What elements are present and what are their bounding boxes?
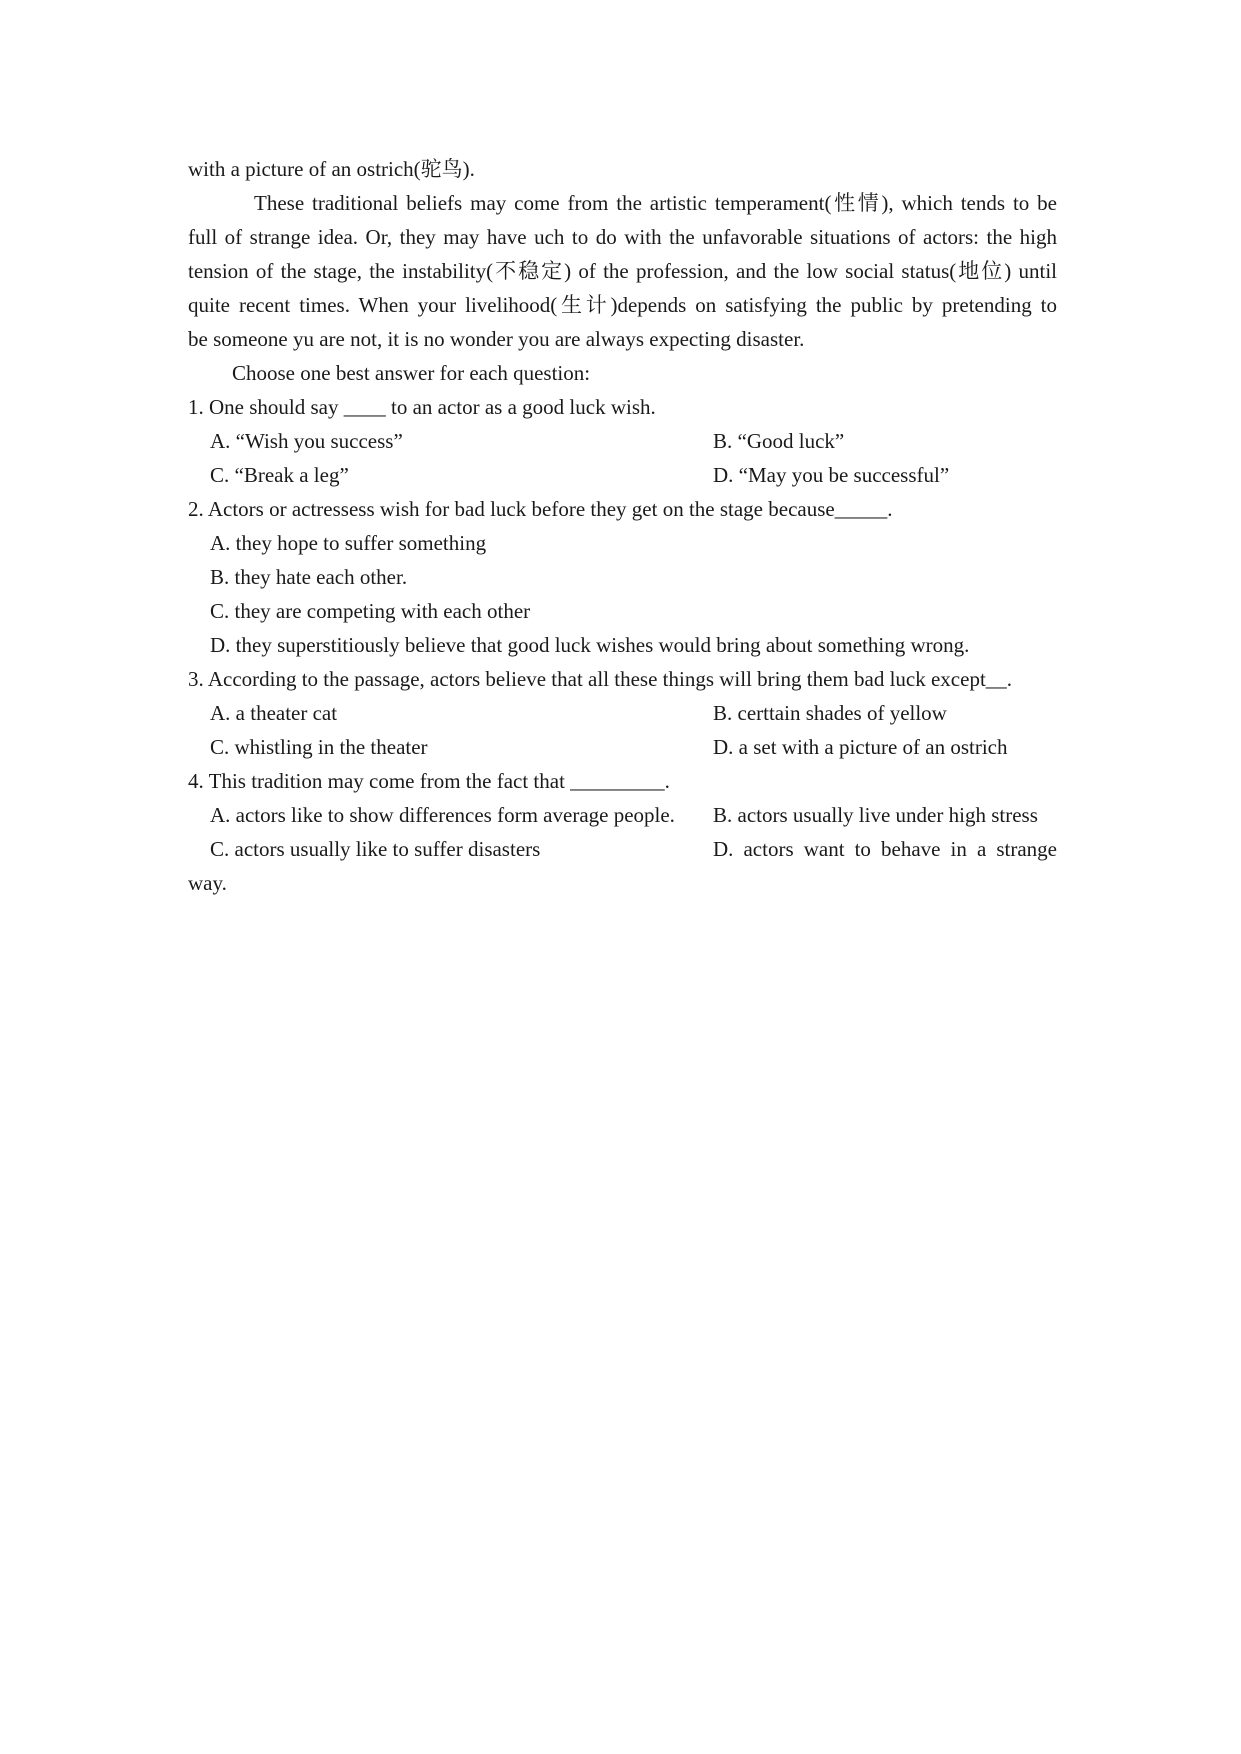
question-stem: 4. This tradition may come from the fact that _________.	[188, 769, 670, 793]
option-b: B. they hate each other.	[210, 565, 408, 589]
passage-line: with a picture of an ostrich(驼鸟).	[188, 157, 475, 181]
option-a: A. actors like to show differences form average people.	[210, 803, 675, 827]
option-b: B. “Good luck”	[713, 429, 845, 453]
question-stem: 1. One should say ____ to an actor as a good luck wish.	[188, 395, 656, 419]
option-c: C. they are competing with each other	[210, 599, 531, 623]
option-a: A. a theater cat	[210, 701, 338, 725]
option-d: D. “May you be successful”	[713, 463, 950, 487]
option-c: C. whistling in the theater	[210, 735, 428, 759]
instruction: Choose one best answer for each question:	[232, 361, 591, 385]
passage-line: full of strange idea. Or, they may have uch to do with the unfavorable situations of actors: the high	[188, 225, 1057, 249]
passage-line: These traditional beliefs may come from the artistic temperament(性情), which tends to be	[254, 191, 1057, 215]
passage-line: tension of the stage, the instability(不稳定) of the profession, and the low social status(地位) until	[188, 259, 1057, 283]
option-d-continuation: way.	[188, 871, 227, 895]
passage-line: quite recent times. When your livelihood(生计)depends on satisfying the public by pretending to	[188, 293, 1057, 317]
option-c: C. actors usually like to suffer disasters	[210, 837, 541, 861]
question-stem: 2. Actors or actressess wish for bad luck before they get on the stage because_____.	[188, 497, 893, 521]
option-a: A. they hope to suffer something	[210, 531, 487, 555]
option-d: D. actors want to behave in a strange	[713, 837, 1057, 861]
option-c: C. “Break a leg”	[210, 463, 349, 487]
option-a: A. “Wish you success”	[210, 429, 403, 453]
question-stem: 3. According to the passage, actors believe that all these things will bring them bad luck except__.	[188, 667, 1013, 691]
option-b: B. actors usually live under high stress	[713, 803, 1038, 827]
passage-line: be someone yu are not, it is no wonder you are always expecting disaster.	[188, 327, 805, 351]
option-d: D. they superstitiously believe that good luck wishes would bring about something wrong.	[210, 633, 970, 657]
option-d: D. a set with a picture of an ostrich	[713, 735, 1008, 759]
option-b: B. certtain shades of yellow	[713, 701, 947, 725]
